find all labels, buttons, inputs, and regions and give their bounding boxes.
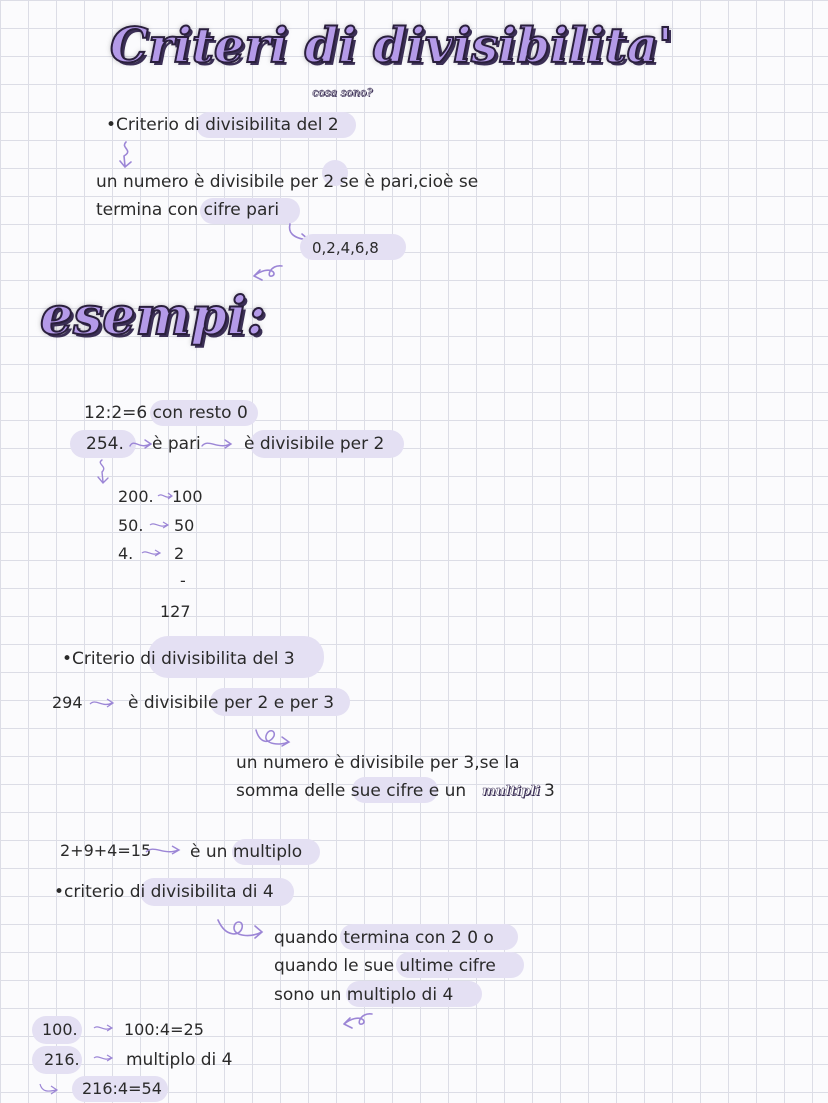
criterion-4-rule-line1: quando termina con 2 0 o <box>274 928 494 948</box>
loop-arrow-icon <box>330 1008 374 1034</box>
example-2-row-b: 2 <box>174 544 185 563</box>
criterion-4-example-1-number: 100. <box>42 1020 78 1039</box>
criterion-3-sum: 2+9+4=15 <box>60 841 152 860</box>
example-2-line1: 12:2=6 con resto 0 <box>84 403 248 423</box>
example-2-total: 127 <box>160 602 191 621</box>
criterion-3-rule-line2-a: somma delle sue cifre e un <box>236 781 467 801</box>
example-2-dash: - <box>180 571 186 590</box>
arrow-down-icon <box>94 458 114 486</box>
criterion-4-example-2-text: multiplo di 4 <box>126 1050 233 1070</box>
example-2-pari: è pari <box>152 434 201 454</box>
criterion-3-number: 294 <box>52 693 83 712</box>
arrow-right-icon <box>144 842 184 858</box>
arrow-down-icon <box>116 140 140 170</box>
example-2-row-b: 100 <box>172 487 203 506</box>
criterion-2-rule-line2: termina con cifre pari <box>96 200 280 220</box>
example-2-row-a: 200. <box>118 487 154 506</box>
example-2-row-b: 50 <box>174 516 195 535</box>
criterion-4-label: •criterio di divisibilita di 4 <box>54 882 274 902</box>
loop-arrow-icon <box>240 262 284 288</box>
section-heading-esempi: esempi: <box>40 286 266 347</box>
criterion-2-digits: 0,2,4,6,8 <box>312 239 379 257</box>
arrow-right-icon <box>140 547 162 559</box>
arrow-right-icon <box>88 696 116 710</box>
example-2-number: 254. <box>86 434 124 454</box>
arrow-right-icon <box>92 1022 114 1034</box>
criterion-4-example-1-calc: 100:4=25 <box>124 1020 204 1039</box>
arrow-right-icon <box>200 436 236 452</box>
criterion-4-rule-line3: sono un multiplo di 4 <box>274 985 454 1005</box>
criterion-3-rule-line2-b: 3 <box>544 781 555 801</box>
example-2-row-a: 4. <box>118 544 134 563</box>
criterion-2-label: •Criterio di divisibilita del 2 <box>106 115 339 135</box>
criterion-3-rule-line1: un numero è divisibile per 3,se la <box>236 753 520 773</box>
criterion-4-example-2-number: 216. <box>44 1050 80 1069</box>
criterion-2-rule-line1: un numero è divisibile per 2 se è pari,cioè se <box>96 172 479 192</box>
criterion-4-rule-line2: quando le sue ultime cifre <box>274 956 496 976</box>
criterion-3-multiple: è un multiplo <box>190 842 303 862</box>
criterion-3-divisible: è divisibile per 2 e per 3 <box>128 693 335 713</box>
example-2-divisible: è divisibile per 2 <box>244 434 385 454</box>
criterion-4-example-2-calc: 216:4=54 <box>82 1079 162 1098</box>
page-title: Criteri di divisibilita' <box>110 18 673 74</box>
arrow-right-icon <box>148 519 170 531</box>
page-subtitle: cosa sono? <box>312 86 373 99</box>
loop-arrow-icon <box>252 724 294 750</box>
arrow-right-icon <box>38 1080 60 1096</box>
arrow-right-icon <box>128 436 154 452</box>
loop-arrow-icon <box>216 914 266 944</box>
example-2-row-a: 50. <box>118 516 144 535</box>
criterion-3-rule-word: multipli <box>482 784 541 799</box>
arrow-right-icon <box>92 1052 114 1064</box>
criterion-3-label: •Criterio di divisibilita del 3 <box>62 649 295 669</box>
